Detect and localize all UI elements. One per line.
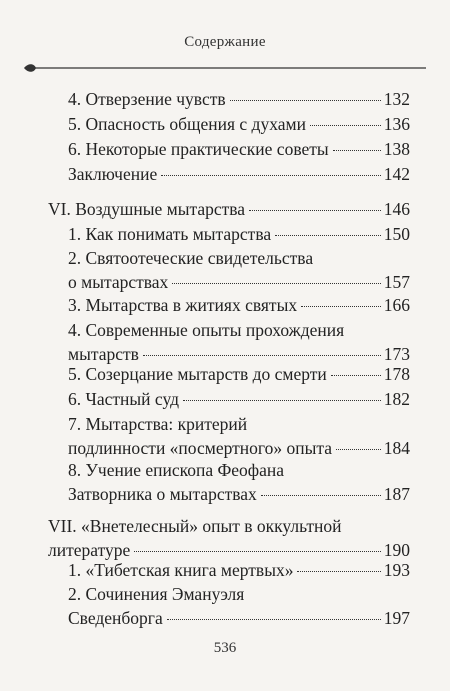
dot-leader: [310, 125, 381, 126]
toc-page-number: 146: [383, 199, 410, 219]
toc-page-number: 138: [383, 139, 410, 159]
toc-page-number: 184: [383, 438, 410, 458]
toc-entry-label: 1. «Тибетская книга мертвых»: [68, 560, 294, 580]
toc-entry-label: 6. Частный суд: [68, 389, 180, 409]
dot-leader: [249, 210, 381, 211]
toc-entry-label: 5. Опасность общения с духами: [68, 114, 306, 134]
toc-entry-label: литературе: [48, 540, 131, 560]
toc-entry-label: подлинности «посмертного» опыта: [68, 438, 332, 458]
toc-entry-first-line: VII. «Внетелесный» опыт в оккультной: [48, 516, 342, 536]
dot-leader: [261, 495, 381, 496]
toc-entry-first-line: 4. Современные опыты прохождения: [68, 320, 345, 340]
toc-page-number: 193: [383, 560, 410, 580]
dot-leader: [183, 400, 381, 401]
dot-leader: [331, 375, 381, 376]
toc-entry: [68, 222, 410, 246]
toc-entry-label: 3. Мытарства в житиях святых: [68, 295, 298, 315]
toc-entry: [68, 318, 410, 366]
toc-page-number: 178: [383, 364, 410, 384]
toc-entry-label: о мытарствах: [68, 272, 169, 292]
toc-page-number: 190: [383, 540, 410, 560]
toc-page-number: 187: [383, 484, 410, 504]
toc-entry: [68, 458, 410, 506]
toc-entry: [68, 293, 410, 317]
dot-leader: [230, 100, 381, 101]
dot-leader: [167, 619, 381, 620]
dot-leader: [301, 306, 381, 307]
toc-entry: [68, 87, 410, 111]
toc-entry: [68, 137, 410, 161]
toc-entry: [68, 112, 410, 136]
toc-entry-label: Заключение: [68, 164, 158, 184]
toc-entry-label: 4. Отверзение чувств: [68, 89, 226, 109]
toc-page-number: 136: [383, 114, 410, 134]
toc-page-number: 132: [383, 89, 410, 109]
toc-entry: [68, 582, 410, 630]
toc-entry-label: мытарств: [68, 344, 139, 364]
dot-leader: [336, 449, 381, 450]
dot-leader: [161, 175, 381, 176]
toc-entry-label: Затворника о мытарствах: [68, 484, 257, 504]
toc-entry-first-line: 2. Сочинения Эмануэля: [68, 584, 245, 604]
dot-leader: [275, 235, 381, 236]
toc-entry-label: Сведенборга: [68, 608, 163, 628]
toc-page-number: 197: [383, 608, 410, 628]
toc-entry: [68, 412, 410, 460]
toc-entry: [68, 246, 410, 294]
toc-page-number: 182: [383, 389, 410, 409]
toc-entry-first-line: 8. Учение епископа Феофана: [68, 460, 285, 480]
page-number: 536: [213, 640, 237, 656]
toc-section-entry: [48, 197, 410, 221]
toc-page-number: 157: [383, 272, 410, 292]
toc-page-number: 173: [383, 344, 410, 364]
toc-page-number: 166: [383, 295, 410, 315]
toc-entry-first-line: 7. Мытарства: критерий: [68, 414, 248, 434]
dot-leader: [134, 551, 380, 552]
toc-section-entry: [48, 514, 410, 562]
toc-entry-label: 1. Как понимать мытарства: [68, 224, 272, 244]
toc-page-number: 142: [383, 164, 410, 184]
toc-entry-label: 6. Некоторые практические советы: [68, 139, 329, 159]
header-rule: [22, 62, 430, 74]
dot-leader: [333, 150, 381, 151]
toc-entry: [68, 162, 410, 186]
toc-entry-label: 5. Созерцание мытарств до смерти: [68, 364, 327, 384]
toc-entry: [68, 387, 410, 411]
toc-entry-first-line: 2. Святоотеческие свидетельства: [68, 248, 314, 268]
dot-leader: [143, 355, 381, 356]
running-head: Содержание: [184, 34, 266, 50]
dot-leader: [172, 283, 380, 284]
dot-leader: [297, 571, 380, 572]
toc-page-number: 150: [383, 224, 410, 244]
toc-entry-label: VI. Воздушные мытарства: [48, 199, 246, 219]
toc-entry: [68, 362, 410, 386]
toc-entry: [68, 558, 410, 582]
